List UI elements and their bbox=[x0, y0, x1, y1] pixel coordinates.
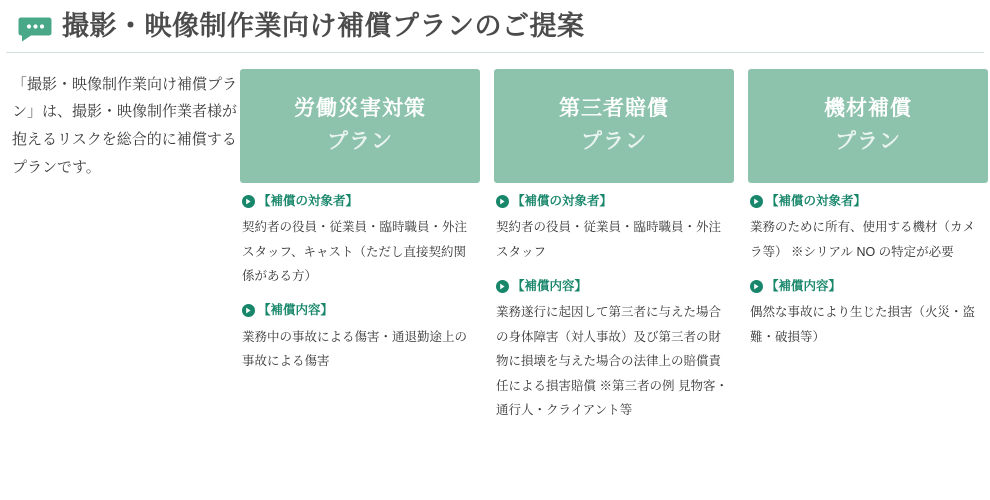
plan-card-body bbox=[748, 183, 988, 350]
plan-section-heading: 【補償内容】 bbox=[512, 278, 588, 293]
plan-section-heading: 【補償の対象者】 bbox=[766, 193, 867, 208]
plan-section bbox=[750, 278, 986, 349]
plan-section-heading-row bbox=[242, 302, 478, 320]
plan-title-line2: プラン bbox=[835, 129, 901, 153]
speech-bubble-icon bbox=[18, 15, 52, 43]
plan-section-heading-row bbox=[496, 193, 732, 211]
page-header bbox=[6, 0, 984, 53]
plan-section-heading-row bbox=[242, 193, 478, 211]
intro-paragraph: 「撮影・映像制作業向け補償プラン」は、撮影・映像制作業者様が抱えるリスクを総合的に補償するプランです。 bbox=[12, 75, 238, 176]
page-content bbox=[0, 53, 990, 437]
plan-section-heading-row bbox=[750, 278, 986, 296]
plan-section bbox=[750, 193, 986, 264]
plan-section-heading: 【補償内容】 bbox=[766, 278, 842, 293]
plan-section-heading-row bbox=[496, 278, 732, 296]
plan-title-line2: プラン bbox=[327, 129, 393, 153]
plan-section bbox=[496, 193, 732, 264]
page-title: 撮影・映像制作業向け補償プランのご提案 bbox=[62, 11, 585, 41]
arrow-right-circle-icon bbox=[750, 195, 763, 208]
plan-title-line1: 機材補償 bbox=[824, 97, 912, 121]
plan-card-list bbox=[240, 69, 988, 437]
arrow-right-circle-icon bbox=[496, 195, 509, 208]
plan-card-daisansha bbox=[494, 69, 734, 437]
arrow-right-circle-icon bbox=[496, 280, 509, 293]
arrow-right-circle-icon bbox=[750, 280, 763, 293]
plan-card-kizai bbox=[748, 69, 988, 437]
plan-section-heading: 【補償内容】 bbox=[258, 303, 334, 318]
plan-card-header bbox=[240, 69, 480, 183]
plan-title-line2: プラン bbox=[581, 129, 647, 153]
plan-card-header bbox=[494, 69, 734, 183]
plan-card-header bbox=[748, 69, 988, 183]
plan-section-heading: 【補償の対象者】 bbox=[258, 193, 359, 208]
plan-section-body: 業務のために所有、使用する機材（カメラ等） ※シリアル NO の特定が必要 bbox=[750, 220, 976, 259]
plan-section-body: 契約者の役員・従業員・臨時職員・外注スタッフ bbox=[496, 220, 722, 259]
plan-section-body: 業務遂行に起因して第三者に与えた場合の身体障害（対人事故）及び第三者の財物に損壊を与えた場合の法律上の賠償責任による損害賠償 ※第三者の例 見物客・通行人・クライアント等 bbox=[496, 305, 728, 417]
plan-section-body: 業務中の事故による傷害・通退勤途上の事故による傷害 bbox=[242, 329, 468, 369]
plan-section-body: 契約者の役員・従業員・臨時職員・外注スタッフ、キャスト（ただし直接契約関係がある方） bbox=[242, 220, 468, 283]
plan-title-line1: 第三者賠償 bbox=[559, 97, 669, 121]
plan-section-heading: 【補償の対象者】 bbox=[512, 193, 613, 208]
plan-section-body: 偶然な事故により生じた損害（火災・盗難・破損等） bbox=[750, 305, 976, 344]
plan-card-body bbox=[494, 183, 734, 423]
plan-section bbox=[242, 302, 478, 373]
plan-section bbox=[496, 278, 732, 422]
arrow-right-circle-icon bbox=[242, 304, 255, 317]
plan-card-rousai bbox=[240, 69, 480, 437]
plan-title-line1: 労働災害対策 bbox=[294, 97, 426, 121]
plan-card-body bbox=[240, 183, 480, 374]
plan-section bbox=[242, 193, 478, 289]
plan-section-heading-row bbox=[750, 193, 986, 211]
arrow-right-circle-icon bbox=[242, 195, 255, 208]
